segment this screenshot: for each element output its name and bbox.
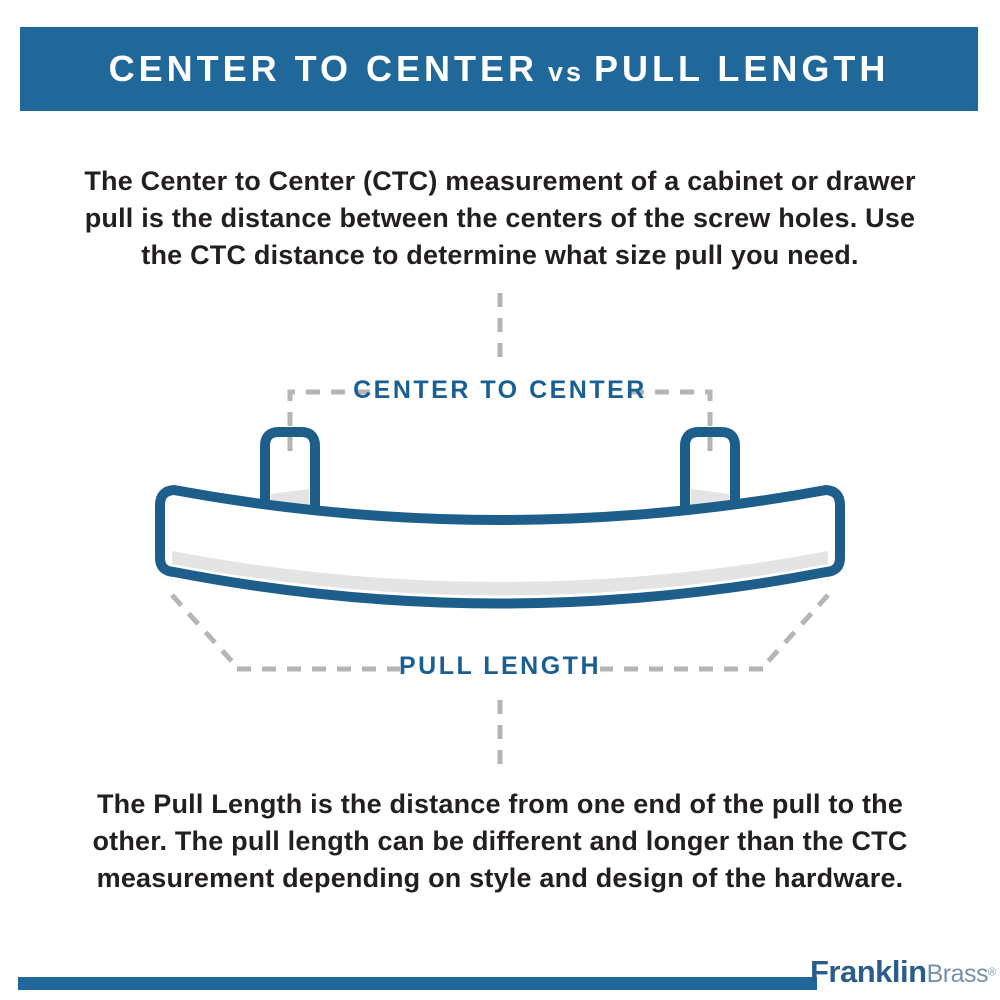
pull-description-line: The Pull Length is the distance from one end of the pull to the: [96, 789, 904, 819]
brand-name-franklin: Franklin: [810, 954, 927, 989]
pull-bar: [160, 490, 840, 604]
ctc-description-line: the CTC distance to determine what size pull you need.: [141, 240, 859, 270]
header-banner: [20, 27, 978, 111]
brand-name-brass: Brass: [926, 960, 988, 988]
ctc-description-line: The Center to Center (CTC) measurement of a cabinet or drawer: [84, 166, 916, 196]
pull-description-line: measurement depending on style and design of the hardware.: [96, 863, 904, 893]
franklin-brass-logo: [810, 954, 997, 990]
pull-length-measure-label: PULL LENGTH: [398, 652, 602, 680]
title-tail: PULL LENGTH: [594, 48, 890, 89]
title-main: CENTER TO CENTER: [108, 48, 538, 89]
pull-handle-drawing: [0, 280, 1000, 780]
ctc-description: [0, 163, 1000, 274]
title-vs: vs: [547, 57, 585, 87]
screw-posts: [265, 432, 735, 518]
ctc-description-line: pull is the distance between the centers of the screw holes. Use: [84, 203, 916, 233]
footer-accent-bar: [18, 977, 817, 990]
pull-diagram: [0, 280, 1000, 780]
ctc-measure-label: CENTER TO CENTER: [353, 376, 647, 404]
pull-length-description: [0, 786, 1000, 897]
pull-description-line: other. The pull length can be different and longer than the CTC: [92, 826, 908, 856]
page-title: [109, 48, 890, 90]
registered-trademark-icon: ®: [988, 966, 997, 979]
pull-length-dashes: [172, 595, 828, 770]
